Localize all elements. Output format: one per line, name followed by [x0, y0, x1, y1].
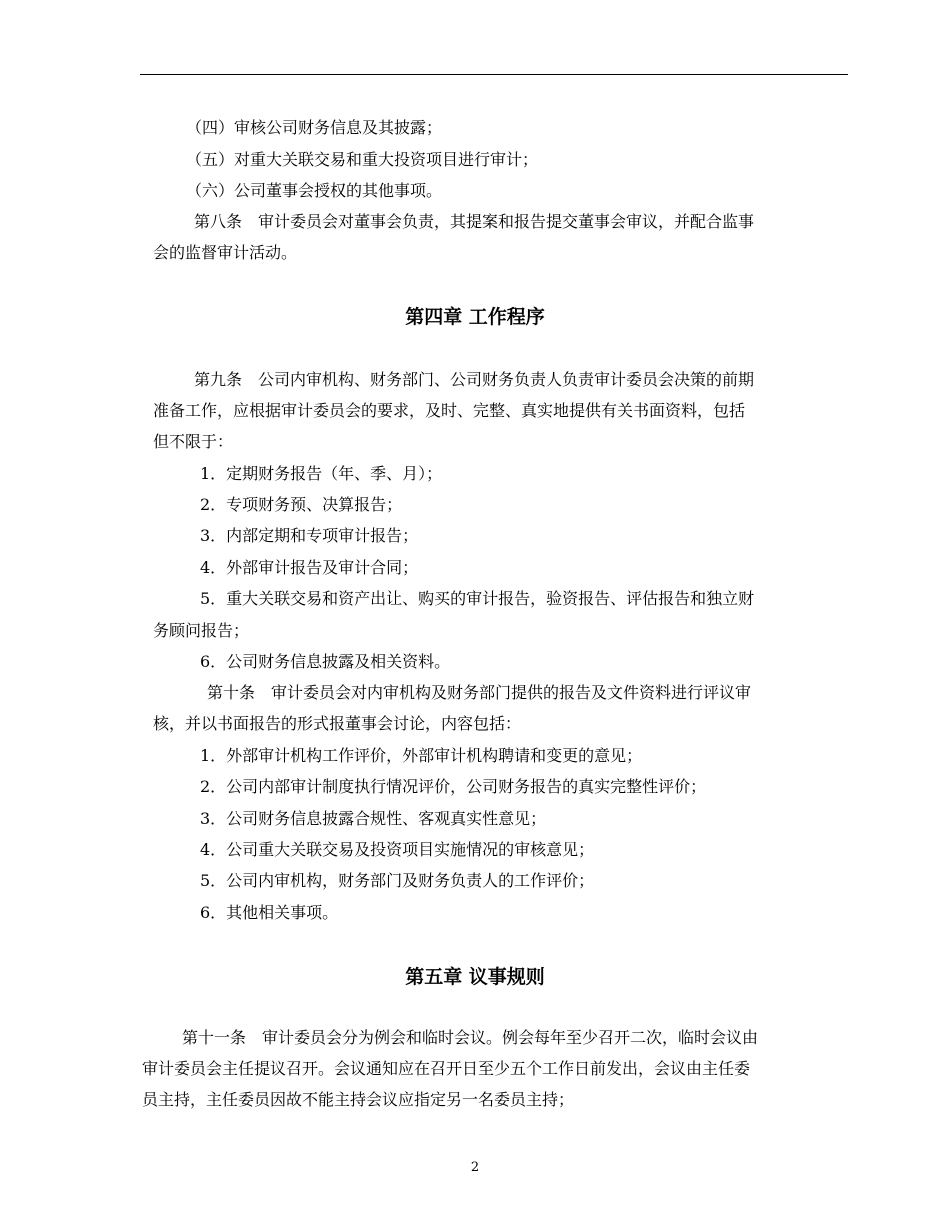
- list-item: 6．其他相关事项。: [200, 903, 339, 922]
- list-item: 2．专项财务预、决算报告；: [200, 495, 403, 514]
- chapter-4-heading: 第四章 工作程序: [405, 306, 545, 328]
- list-item: 6．公司财务信息披露及相关资料。: [200, 652, 451, 671]
- article-10-line-1: 第十条 审计委员会对内审机构及财务部门提供的报告及文件资料进行评议审: [207, 683, 752, 702]
- list-item: 4．外部审计报告及审计合同；: [200, 558, 419, 577]
- article-9-line-1: 第九条 公司内审机构、财务部门、公司财务负责人负责审计委员会决策的前期: [194, 370, 755, 389]
- article-8-line-1: 第八条 审计委员会对董事会负责，其提案和报告提交董事会审议，并配合监事: [194, 212, 755, 231]
- list-item: 1．外部审计机构工作评价，外部审计机构聘请和变更的意见；: [200, 746, 643, 765]
- list-item: 1．定期财务报告（年、季、月）；: [200, 464, 443, 483]
- article-11-line-1: 第十一条 审计委员会分为例会和临时会议。例会每年至少召开二次，临时会议由: [182, 1028, 759, 1047]
- list-item: 3．公司财务信息披露合规性、客观真实性意见；: [200, 809, 547, 828]
- article-10-line-2: 核，并以书面报告的形式报董事会讨论，内容包括：: [153, 714, 522, 733]
- item-4: （四）审核公司财务信息及其披露；: [186, 118, 443, 137]
- article-8-line-2: 会的监督审计活动。: [153, 243, 298, 262]
- header-rule: [140, 74, 848, 75]
- list-item: 5．公司内审机构，财务部门及财务负责人的工作评价；: [200, 871, 595, 890]
- chapter-5-heading: 第五章 议事规则: [405, 966, 545, 988]
- page-number: 2: [470, 1160, 480, 1175]
- article-9-line-2: 准备工作，应根据审计委员会的要求，及时、完整、真实地提供有关书面资料，包括: [153, 401, 746, 420]
- item-6: （六）公司董事会授权的其他事项。: [186, 181, 443, 200]
- list-item: 4．公司重大关联交易及投资项目实施情况的审核意见；: [200, 840, 595, 859]
- list-item: 5．重大关联交易和资产出让、购买的审计报告，验资报告、评估报告和独立财: [200, 589, 755, 608]
- list-item: 3．内部定期和专项审计报告；: [200, 526, 419, 545]
- list-item: 2．公司内部审计制度执行情况评价，公司财务报告的真实完整性评价；: [200, 777, 707, 796]
- article-11-line-3: 员主持，主任委员因故不能主持会议应指定另一名委员主持；: [142, 1090, 575, 1109]
- item-5: （五）对重大关联交易和重大投资项目进行审计；: [186, 150, 539, 169]
- list-item-continued: 务顾问报告；: [153, 621, 250, 640]
- article-11-line-2: 审计委员会主任提议召开。会议通知应在召开日至少五个工作日前发出，会议由主任委: [142, 1059, 751, 1078]
- article-9-line-3: 但不限于：: [153, 432, 234, 451]
